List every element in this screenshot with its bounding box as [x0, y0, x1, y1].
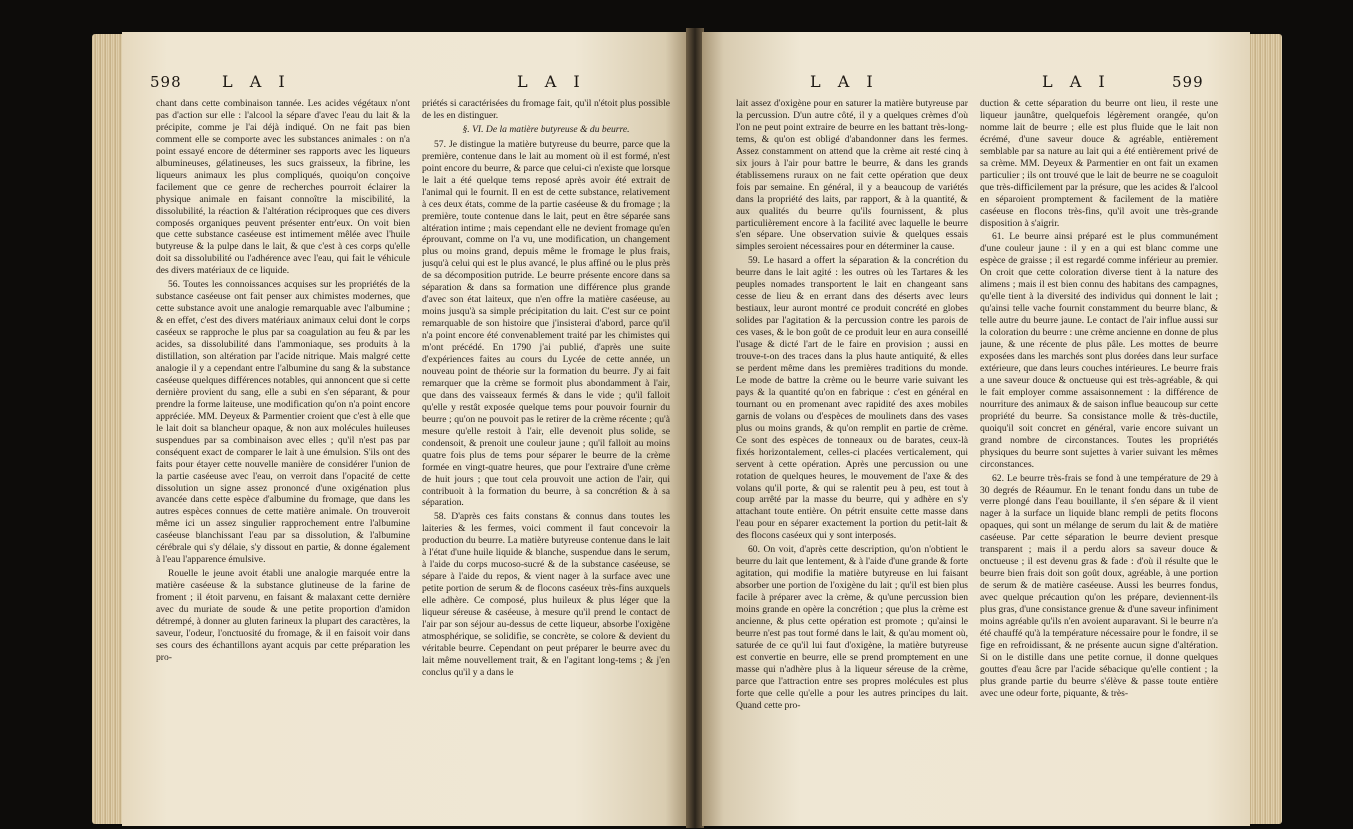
section-heading: §. VI. De la matière butyreuse & du beurre.: [462, 123, 630, 135]
left-page: [122, 32, 688, 826]
running-head-right-2: L A I: [1042, 72, 1111, 91]
right-page-column-2: [980, 98, 1218, 822]
right-page-column-1: [736, 98, 968, 822]
left-page-column-1: [156, 98, 410, 822]
paragraph: 61. Le beurre ainsi préparé est le plus communément d'une couleur jaune : il y en a qui est blanc comme une espèce de graisse ; il est regardé comme inférieur au premier. On croit que cette coloration diverse tient à la nature des alimens ; mais il est bien connu des habitans des campagnes, qu'elle tient à la diversité des individus qui donnent le lait ; qu'ainsi telle vache fournit constamment du beurre blanc, & telle autre du beurre jaune. Le contact de l'air influe aussi sur la coloration du beurre : une crème ancienne en donne de plus jaune, & une récente de plus pâle. Les mottes de beurre exposées dans les marchés sont plus dorées dans leur surface extérieure, que dans leurs couches intérieures. Le beurre frais a une saveur douce & onctueuse qui est très-agréable, & qui le fait employer comme assaisonnement : la différence de nourriture des animaux & de saison influe beaucoup sur cette propriété du beurre. Sa consistance molle & très-ductile, quoiqu'il soit concret en général, varie encore suivant un grand nombre de circonstances. Toutes les propriétés physiques du beurre sont sujettes à varier suivant les mêmes circonstances.: [980, 231, 1218, 470]
right-page: [702, 32, 1250, 826]
paragraph: priétés si caractérisées du fromage fait, qu'il n'étoit plus possible de les en distinguer.: [422, 98, 670, 121]
paragraph: 58. D'après ces faits constans & connus dans toutes les laiteries & les fermes, voici comment il faut concevoir la production du beurre. La matière butyreuse contenue dans le lait à l'état d'une huile liquide & blanche, suspendue dans le serum, à l'aide du corps mucoso-sucré & de la substance caséeuse, se sépare à l'aide du repos, & vient nager à la surface avec une petite portion de serum & de flocons caséeux très-fins auxquels elle adhère. Ce composé, plus huileux & plus léger que la liqueur séreuse & caséeuse, à mesure qu'il prend le contact de l'air par son séjour au-dessus de cette liqueur, absorbe l'oxigène atmosphérique, se solidifie, se concrète, se colore & devient du véritable beurre. Cependant on peut préparer le beurre avec du lait même nouvellement trait, & en l'agitant long-tems ; & j'en conclus qu'il y a dans le: [422, 511, 670, 678]
paragraph: 57. Je distingue la matière butyreuse du beurre, parce que la première, contenue dans le lait au moment où il est formé, n'est point encore du beurre, & parce que celui-ci n'existe que lorsque le lait a été quelque tems reposé après avoir été extrait de l'animal qui le fournit. Il en est de cette substance, relativement à ces deux états, comme de la partie caséeuse & du fromage ; la première, toute contenue dans le lait, peut en être séparée sans altération intime ; mais cependant elle ne devient fromage qu'en éprouvant, comme on l'a vu, une modification, un changement plus ou moins grand, depuis même le fromage le plus frais, jusqu'à celui qui est le plus avancé, le plus affiné ou le plus près de sa décomposition putride. Le beurre présente encore dans sa séparation & dans sa formation une différence plus grande d'avec son état laiteux, que n'en offre la matière caséeuse, au moins jusqu'à sa simple précipitation du lait. C'est sur ce point remarquable de son histoire que j'insisterai d'abord, parce qu'il n'a point encore été convenablement traité par les chimistes qui m'ont précédé. En 1790 j'ai publié, d'après une suite d'expériences faites au cours du Lycée de cette année, un nouveau point de théorie sur la formation du beurre. J'y ai fait remarquer que la crème se formoit plus abondamment à l'air, que dans des vaisseaux fermés & dans le vide ; qu'il falloit qu'elle y restât exposée quelque tems pour pouvoir fournir du beurre ; qu'on ne pouvoit pas le retirer de la crème récente ; qu'à mesure qu'elle restoit à l'air, elle devenoit plus solide, se condensoit, & prenoit une couleur jaune ; qu'il falloit au moins quatre fois plus de tems pour séparer le beurre de la crème formée en vingt-quatre heures, que pour l'extraire d'une crème de huit jours ; que tout cela prouvoit une action de l'air, qui contribuoit à la formation du beurre, à sa concrétion & à sa séparation.: [422, 138, 670, 509]
paragraph: 59. Le hasard a offert la séparation & la concrétion du beurre dans le lait agité : les outres où les Tartares & les peuples nomades transportent le lait en changeant sans cesse de lieu & en errant dans des déserts avec leurs bestiaux, leur auront montré ce produit concrété en globes solides par l'agitation & la percussion contre les parois de ces vases, & le bon goût de ce produit leur en aura conseillé l'usage & dicté l'art de le faire en provision ; aussi en trouve-t-on des traces dans la plus haute antiquité, & elles se perdent même dans les premières traditions du monde. Le mode de battre la crème ou le beurre varie suivant les pays & la quantité qu'on en fabrique : c'est en général en tournant ou en promenant avec rapidité des axes mobiles garnis de volans ou d'espèces de moulinets dans des vases plus ou moins grands, & qu'on remplit en partie de crème. Ce sont des espèces de tonneaux ou de barates, ceux-là fixés horizontalement, celles-ci placées verticalement, qui servent à cette opération. Après une percussion ou une rotation de quelques heures, le mouvement de l'axe & des volans qu'il porte, & qui se ralentit peu à peu, est tout à coup arrêté par la masse du beurre, qui y adhère en s'y attachant toute entière. On pétrit ensuite cette masse dans l'eau pour en séparer exactement la portion du petit-lait & des flocons caséeux qui y sont interposés.: [736, 255, 968, 542]
running-head-left-2: L A I: [517, 72, 586, 91]
paragraph: Rouelle le jeune avoit établi une analogie marquée entre la matière caséeuse & la substance glutineuse de la farine de froment ; il étoit parvenu, en faisant & malaxant cette dernière avec du muriate de soude & une petite proportion d'amidon détrempé, à donner au gluten farineux la plupart des caractères, la saveur, l'odeur, l'onctuosité du fromage, & il en faisoit voir dans ses cours des échantillons ayant acquis par cette préparation les pro-: [156, 568, 410, 663]
running-head-right-1: L A I: [810, 72, 879, 91]
left-page-column-2: [422, 98, 670, 822]
paragraph: lait assez d'oxigène pour en saturer la matière butyreuse par la percussion. D'un autre côté, il y a quelques crèmes d'où l'on ne peut point extraire de beurre en les battant très-long-tems, & qu'on est obligé d'abandonner dans les fermes. Assez constamment on attend que la crème ait resté cinq à six jours à l'air pour battre le beurre, & dans les grands établissemens ruraux on ne fait cette opération que deux fois par semaine. En général, il y a beaucoup de variétés dans la propriété des laits, par rapport, & à la quantité, & aux qualités du beurre qu'ils fournissent, & plus particulièrement encore à la facilité avec laquelle le beurre s'en sépare. Une observation suivie & quelques essais simples seroient nécessaires pour en déterminer la cause.: [736, 98, 968, 253]
running-head-left-1: L A I: [222, 72, 291, 91]
paragraph: 62. Le beurre très-frais se fond à une température de 29 à 30 degrés de Réaumur. En le tenant fondu dans un tube de verre plongé dans l'eau bouillante, il s'en sépare & il vient nager à la surface un liquide blanc rempli de petits flocons opaques, qui sont un mélange de serum du lait & de matière caséeuse. Par cette séparation le beurre devient presque transparent ; mais il a perdu alors sa saveur douce & onctueuse ; il est devenu gras & fade : d'où il résulte que le beurre bien frais doit son goût doux, agréable, à une portion de serum & de matière caséeuse. Aussi les beurres fondus, avec quelque précaution qu'on les prépare, deviennent-ils plus gras, d'une consistance grenue & d'une saveur infiniment moins agréable qu'ils n'en avoient auparavant. Si le beurre n'a été chauffé qu'à la température nécessaire pour le fondre, il se fige en refroidissant, & ne présente aucun signe d'altération. Si on le distille dans une petite cornue, il donne quelques gouttes d'eau âcre par l'acide sébacique qu'elle contient ; la plus grande partie du beurre s'élève & passe toute entière avec une odeur forte, piquante, & très-: [980, 472, 1218, 699]
book-spread: [96, 14, 1276, 826]
paragraph: 56. Toutes les connoissances acquises sur les propriétés de la substance caséeuse ont fait penser aux chimistes modernes, que cette substance avoit une analogie remarquable avec l'albumine ; & en effet, c'est des divers matériaux animaux celui dont le corps caséeux se rapproche le plus par sa coagulation au feu & par les acides, sa dissolubilité dans l'ammoniaque, ses produits à la distillation, son altération par l'acide nitrique. Mais malgré cette analogie il y a cependant entre l'albumine du sang & la substance caséeuse quelques différences notables, qui annoncent que si cette dernière provient du sang, elle a subi en s'en séparant, & pour prendre la forme laiteuse, une modification qu'on n'a point encore appréciée. MM. Deyeux & Parmentier croient que c'est à elle que le lait doit sa blancheur opaque, & non aux molécules huileuses suspendues par sa combinaison avec elles ; qu'il n'est pas par conséquent exact de comparer le lait à une émulsion. S'ils ont des faits pour étayer cette nouvelle manière de considérer l'union de la partie caséeuse avec l'eau, on verroit dans l'opacité de cette dissolution un signe assez prononcé d'une oxigénation plus avancée dans cette espèce d'albumine du fromage, que dans les autres espèces connues de cette matière animale. On trouveroit même ici un assez singulier rapprochement entre l'albumine caséeuse blanchissant l'eau par sa dissolution, & l'albumine cérébrale qui s'y délaie, s'y dissout en partie, & donne également à l'eau l'apparence émulsive.: [156, 279, 410, 566]
page-number-right: 599: [1172, 73, 1204, 91]
page-number-left: 598: [150, 73, 182, 91]
paragraph: chant dans cette combinaison tannée. Les acides végétaux n'ont pas d'action sur elle : l'alcool la sépare d'avec l'eau du lait & la précipite, comme je l'ai déjà indiqué. On ne fait pas bien comment elle se comporte avec les substances animales : on n'a point essayé encore de déterminer ses rapports avec les liqueurs albumineuses, gélatineuses, les sucs graisseux, la fibrine, les liqueurs animaux les plus compliqués, quoiqu'on conçoive facilement que ce genre de recherches pourroit éclairer la physique animale en faisant connoître la miscibilité, la dissolubilité, la réaction & l'altération réciproques que ces divers composés organiques peuvent présenter entr'eux. On voit bien que cette substance caséeuse est intimement mêlée avec l'huile butyreuse & la pulpe dans le lait, & que c'est à ces corps qu'elle doit sa dissolubilité ou l'adhérence avec l'eau, qui fait le véhicule des divers matériaux de ce liquide.: [156, 98, 410, 277]
paragraph: duction & cette séparation du beurre ont lieu, il reste une liqueur jaunâtre, quelquefois légèrement orangée, qu'on nomme lait de beurre ; elle est plus fluide que le lait non écrémé, d'une saveur douce & agréable, entièrement semblable par sa nature au lait qui a été entièrement privé de sa crème. MM. Deyeux & Parmentier en ont fait un examen particulier ; ils ont trouvé que le lait de beurre ne se coaguloit que très-difficilement par la présure, que les acides & l'alcool en séparoient promptement & facilement de la matière caséeuse en flocons très-fins, qu'il avoit une très-grande disposition à s'aigrir.: [980, 98, 1218, 229]
paragraph: 60. On voit, d'après cette description, qu'on n'obtient le beurre du lait que lentement, & à l'aide d'une grande & forte agitation, qui modifie la matière butyreuse en lui faisant absorber une portion de l'oxigène du lait ; qu'il est bien plus facile à préparer avec la crème, & qu'une percussion bien moins grande en opère la concrétion ; que plus la crème est ancienne, & plus cette opération est promote ; qu'ainsi le beurre n'est pas tout formé dans le lait, & qu'au moment où, saturée de ce qu'il lui faut d'oxigène, la matière butyreuse est convertie en beurre, elle se prend promptement en une masse qui n'adhère plus à la liqueur séreuse de la crème, parce que l'attraction entre ses propres molécules est plus forte que celle qu'elle a pour les autres principes du lait. Quand cette pro-: [736, 544, 968, 711]
